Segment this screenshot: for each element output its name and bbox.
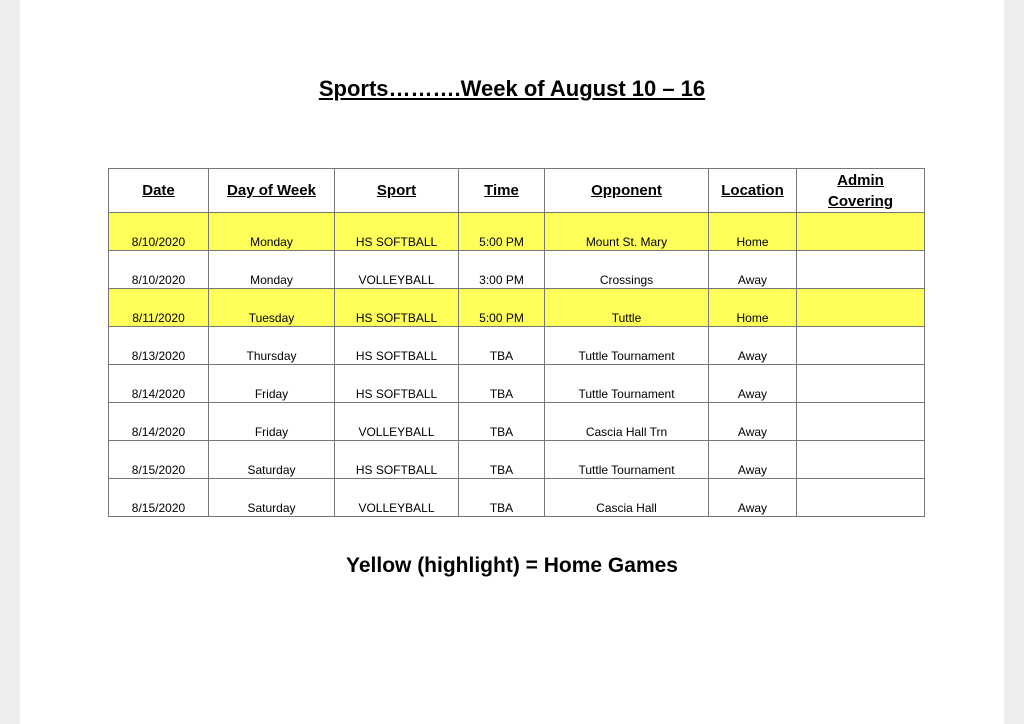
cell-date: 8/15/2020 xyxy=(109,441,209,479)
column-header-day-of-week: Day of Week xyxy=(209,169,335,213)
cell-opponent: Tuttle Tournament xyxy=(545,327,709,365)
cell-day-of-week: Monday xyxy=(209,251,335,289)
cell-day-of-week: Saturday xyxy=(209,441,335,479)
cell-date: 8/14/2020 xyxy=(109,403,209,441)
column-header-sport: Sport xyxy=(335,169,459,213)
cell-day-of-week: Friday xyxy=(209,365,335,403)
cell-sport: HS SOFTBALL xyxy=(335,289,459,327)
cell-date: 8/13/2020 xyxy=(109,327,209,365)
cell-admin-covering xyxy=(797,441,925,479)
cell-sport: HS SOFTBALL xyxy=(335,441,459,479)
cell-location: Away xyxy=(709,403,797,441)
column-header-time: Time xyxy=(459,169,545,213)
cell-admin-covering xyxy=(797,403,925,441)
cell-day-of-week: Saturday xyxy=(209,479,335,517)
cell-location: Away xyxy=(709,479,797,517)
cell-sport: HS SOFTBALL xyxy=(335,365,459,403)
cell-location: Away xyxy=(709,251,797,289)
cell-opponent: Tuttle Tournament xyxy=(545,365,709,403)
cell-day-of-week: Thursday xyxy=(209,327,335,365)
schedule-table xyxy=(108,168,925,517)
cell-date: 8/14/2020 xyxy=(109,365,209,403)
table-row xyxy=(109,365,925,403)
column-header-location: Location xyxy=(709,169,797,213)
cell-date: 8/10/2020 xyxy=(109,251,209,289)
header-row xyxy=(109,169,925,213)
cell-location: Home xyxy=(709,289,797,327)
cell-date: 8/10/2020 xyxy=(109,213,209,251)
cell-admin-covering xyxy=(797,327,925,365)
table-row xyxy=(109,213,925,251)
cell-time: 5:00 PM xyxy=(459,213,545,251)
cell-opponent: Crossings xyxy=(545,251,709,289)
cell-time: 5:00 PM xyxy=(459,289,545,327)
legend-note: Yellow (highlight) = Home Games xyxy=(346,554,678,577)
cell-admin-covering xyxy=(797,289,925,327)
table-row xyxy=(109,403,925,441)
cell-location: Home xyxy=(709,213,797,251)
column-header-opponent: Opponent xyxy=(545,169,709,213)
column-header-date: Date xyxy=(109,169,209,213)
cell-day-of-week: Tuesday xyxy=(209,289,335,327)
table-row xyxy=(109,479,925,517)
table-row xyxy=(109,251,925,289)
cell-sport: VOLLEYBALL xyxy=(335,403,459,441)
cell-time: TBA xyxy=(459,403,545,441)
cell-day-of-week: Monday xyxy=(209,213,335,251)
column-header-admin-covering: Admin Covering xyxy=(797,169,925,213)
cell-date: 8/15/2020 xyxy=(109,479,209,517)
cell-sport: HS SOFTBALL xyxy=(335,213,459,251)
cell-sport: VOLLEYBALL xyxy=(335,251,459,289)
cell-opponent: Tuttle xyxy=(545,289,709,327)
cell-time: TBA xyxy=(459,365,545,403)
cell-opponent: Mount St. Mary xyxy=(545,213,709,251)
cell-opponent: Cascia Hall xyxy=(545,479,709,517)
cell-opponent: Tuttle Tournament xyxy=(545,441,709,479)
cell-time: 3:00 PM xyxy=(459,251,545,289)
cell-date: 8/11/2020 xyxy=(109,289,209,327)
cell-time: TBA xyxy=(459,479,545,517)
table-row xyxy=(109,327,925,365)
cell-time: TBA xyxy=(459,327,545,365)
cell-admin-covering xyxy=(797,213,925,251)
cell-admin-covering xyxy=(797,365,925,403)
page-title: Sports……….Week of August 10 – 16 xyxy=(318,76,706,101)
cell-time: TBA xyxy=(459,441,545,479)
cell-sport: VOLLEYBALL xyxy=(335,479,459,517)
cell-day-of-week: Friday xyxy=(209,403,335,441)
cell-location: Away xyxy=(709,365,797,403)
cell-sport: HS SOFTBALL xyxy=(335,327,459,365)
cell-opponent: Cascia Hall Trn xyxy=(545,403,709,441)
cell-admin-covering xyxy=(797,251,925,289)
cell-location: Away xyxy=(709,327,797,365)
cell-location: Away xyxy=(709,441,797,479)
cell-admin-covering xyxy=(797,479,925,517)
table-row xyxy=(109,289,925,327)
table-row xyxy=(109,441,925,479)
